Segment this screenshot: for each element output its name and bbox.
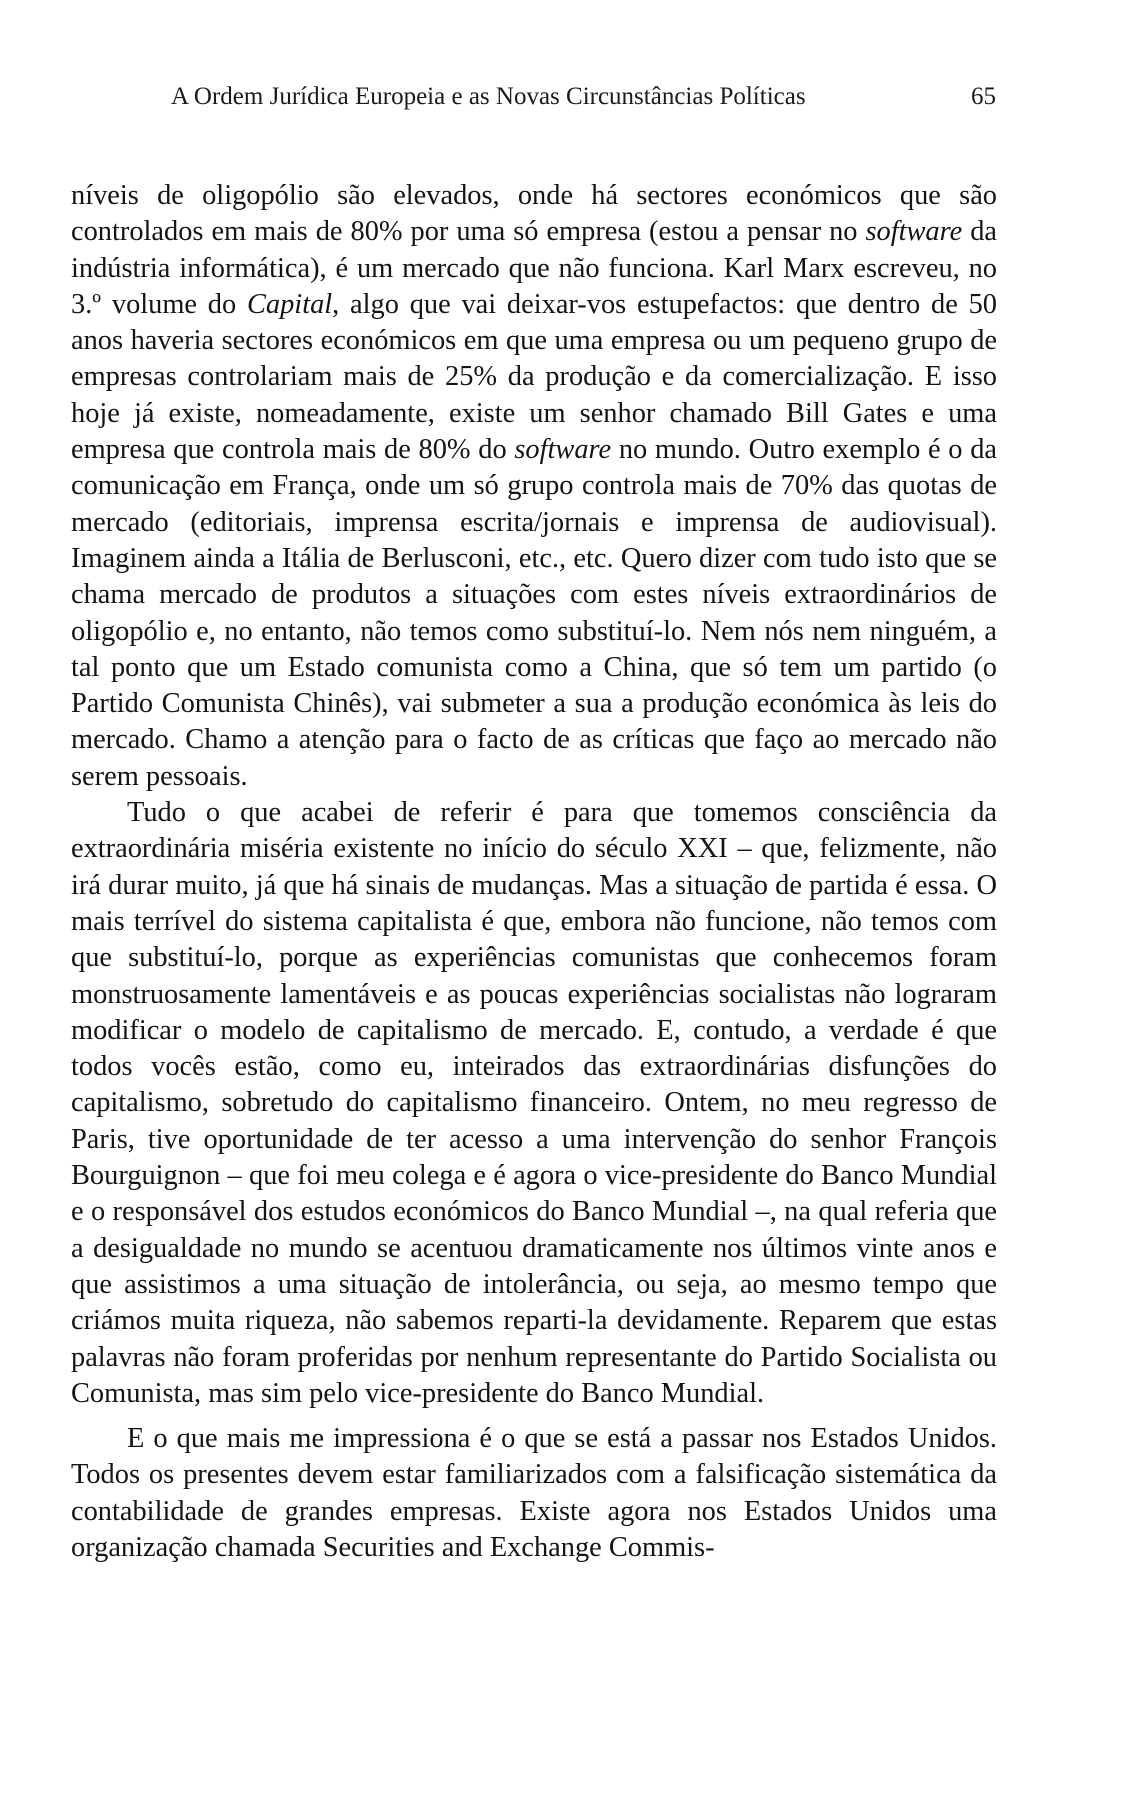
paragraph-2: Tudo o que acabei de referir é para que tomemos consciência da extraordinária miséria existente no início do século XXI – que, felizmente, não irá durar muito, já que há sinais de mudanças. Mas a situação de partida é essa. O mais terrível do sistema capitalista é que, embora não funcione, não temos com que substituí-lo, porque as experiências comunistas que conhecemos foram monstruosamente lamentáveis e as poucas experiências socialistas não lograram modificar o modelo de capitalismo de mercado. E, contudo, a verdade é que todos vocês estão, como eu, inteirados das extraordinárias disfunções do capitalismo, sobretudo do capitalismo financeiro. Ontem, no meu regresso de Paris, tive oportunidade de ter acesso a uma intervenção do senhor François Bourguignon – que foi meu colega e é agora o vice-presidente do Banco Mundial e o responsável dos estudos económicos do Banco Mundial –, na qual referia que a desigualdade no mundo se acentuou dramaticamente nos últimos vinte anos e que assistimos a uma situação de intolerância, ou seja, ao mesmo tempo que criámos muita riqueza, não sabemos reparti-la devidamente. Reparem que estas palavras não foram proferidas por nenhum representante do Partido Socialista ou Comunista, mas sim pelo vice-presidente do Banco Mundial.	[71, 797, 997, 1409]
paragraph-3: E o que mais me impressiona é o que se está a passar nos Estados Unidos. Todos os presentes devem estar familiarizados com a falsificação sistemática da contabilidade de grandes empresas. Existe agora nos Estados Unidos uma organização chamada Securities and Exchange Commis-	[71, 1423, 997, 1563]
italic-term-software: software	[865, 216, 963, 248]
paragraph-1-text-b: da indústria informática), é um mercado que não funciona. Karl Marx escreveu, no 3.º volume do	[71, 216, 997, 320]
paragraph-1-text-c: , algo que vai deixar-vos estupefactos: que dentro de 50 anos haveria sectores económicos em que uma empresa ou um pequeno grupo de empresas controlariam mais de 25% da produção e da comercialização. E isso hoje já existe, nomeadamente, existe um senhor chamado Bill Gates e uma empresa que controla mais de 80% do	[71, 288, 997, 466]
paragraph-1-text-d: no mundo. Outro exemplo é o da comunicação em França, onde um só grupo controla mais de 70% das quotas de mercado (editoriais, imprensa escrita/jornais e imprensa de audiovisual). Imaginem ainda a Itália de Berlusconi, etc., etc. Quero dizer com tudo isto que se chama mercado de produtos a situações com estes níveis extraordinários de oligopólio e, no entanto, não temos como substituí-lo. Nem nós nem ninguém, a tal ponto que um Estado comunista como a China, que só tem um partido (o Partido Comunista Chinês), vai submeter a sua a produção económica às leis do mercado. Chamo a atenção para o facto de as críticas que faço ao mercado não serem pessoais.	[71, 434, 997, 792]
body-text	[71, 178, 997, 1566]
italic-term-software: software	[514, 434, 612, 466]
paragraph-1-text-a: níveis de oligopólio são elevados, onde há sectores económicos que são controlados em mais de 80% por uma só empresa (estou a pensar no	[71, 180, 997, 248]
italic-title-capital: Capital	[246, 288, 333, 320]
running-title: A Ordem Jurídica Europeia e as Novas Circunstâncias Políticas	[171, 83, 806, 110]
page-number: 65	[971, 83, 996, 110]
paragraph-1	[71, 178, 997, 795]
